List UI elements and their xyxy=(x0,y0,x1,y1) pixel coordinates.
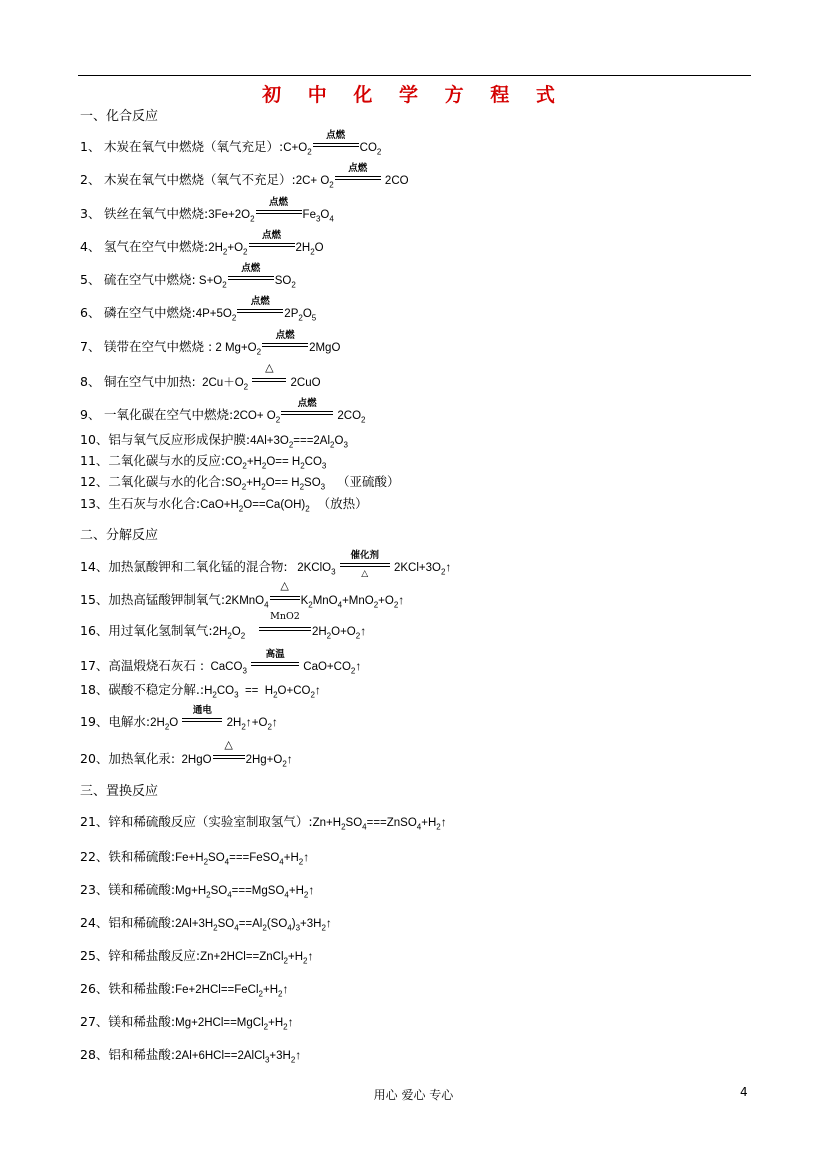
condition-arrow: 点燃 xyxy=(335,169,381,187)
item-description: 用过氧化氢制氧气: xyxy=(108,623,213,638)
condition-arrow: 点燃 xyxy=(228,269,274,287)
condition-arrow: MnO2 xyxy=(259,620,311,638)
item-number: 12、 xyxy=(80,474,109,489)
item-number: 14、 xyxy=(80,559,109,574)
equation: $H_2CO_3$ == $H_2O+CO_2↑$ xyxy=(204,683,321,700)
item-description: 加热氧化汞: xyxy=(108,751,176,766)
item-number: 4、 xyxy=(80,239,101,254)
equation: $Mg+H_2SO_4===MgSO_4+H_2↑$ xyxy=(175,883,315,900)
equation: $2H_2O_2$ MnO2 $2H_2O+O_2↑$ xyxy=(212,611,367,641)
condition-arrow: 点燃 xyxy=(256,203,302,221)
item-description: 铁和稀硫酸: xyxy=(108,849,176,864)
item-number: 6、 xyxy=(80,305,101,320)
item-number: 21、 xyxy=(80,814,109,829)
equation: $2H_2+O_2$ 点燃 $2H_2O$ xyxy=(208,230,324,257)
equation-line-9 xyxy=(80,398,366,425)
equation: $CaO+H_2O==Ca(OH)_2$ xyxy=(200,499,310,514)
equation: $Zn+2HCl==ZnCl_2+H_2↑$ xyxy=(200,949,314,966)
item-number: 19、 xyxy=(80,714,109,729)
equation-line-7 xyxy=(80,330,341,357)
equation: $2CO+ O_2$ 点燃 $2CO_2$ xyxy=(233,398,366,425)
header-rule xyxy=(78,75,751,76)
equation: 2KMnO$_4$ △ $K_2MnO_4+MnO_2+O_2↑$ xyxy=(225,580,405,610)
item-description: 铜在空气中加热: xyxy=(104,374,196,389)
equation: $Mg+2HCl==MgCl_2+H_2↑$ xyxy=(175,1015,294,1032)
item-number: 3、 xyxy=(80,206,101,221)
item-number: 11、 xyxy=(80,453,109,468)
item-description: 锌和稀盐酸反应: xyxy=(108,948,201,963)
equation-line-5 xyxy=(80,263,296,290)
item-description: 镁带在空气中燃烧 : xyxy=(104,339,213,354)
item-description: 锌和稀硫酸反应（实验室制取氢气）: xyxy=(108,814,313,829)
item-description: 铝和稀硫酸: xyxy=(108,915,176,930)
condition-arrow: 点燃 xyxy=(237,302,283,320)
condition-arrow: 催化剂 △ xyxy=(340,556,390,574)
equation: $S+O_2$ 点燃 $SO_2$ xyxy=(195,263,296,290)
equation-line-2 xyxy=(80,163,409,190)
equation-line-22 xyxy=(80,847,309,866)
item-number: 8、 xyxy=(80,374,101,389)
page-footer: 用心 爱心 专心 xyxy=(373,1088,454,1102)
item-description: 加热氯酸钾和二氧化锰的混合物: xyxy=(108,559,288,574)
item-number: 26、 xyxy=(80,981,109,996)
equation-line-23 xyxy=(80,880,314,899)
equation-line-10 xyxy=(80,430,348,449)
item-description: 生石灰与水化合: xyxy=(108,496,201,511)
equation-line-18 xyxy=(80,680,321,699)
equation-line-13 xyxy=(80,494,368,513)
item-description: 镁和稀盐酸: xyxy=(108,1014,176,1029)
item-note: （亚硫酸） xyxy=(337,474,400,489)
item-description: 铁和稀盐酸: xyxy=(108,981,176,996)
item-number: 9、 xyxy=(80,407,101,422)
equation-line-26 xyxy=(80,979,288,998)
item-number: 28、 xyxy=(80,1047,109,1062)
equation: 2HgO △ $2Hg+O_2↑$ xyxy=(175,739,293,769)
equation-line-15 xyxy=(80,580,405,610)
condition-arrow: 点燃 xyxy=(313,136,359,154)
item-description: 木炭在氧气中燃烧（氧气不充足）: xyxy=(104,172,296,187)
item-number: 1、 xyxy=(80,139,101,154)
equation: $CO_2+H_2O== H_2CO_3$ xyxy=(225,456,327,471)
section-heading-decomposition: 二、分解反应 xyxy=(80,528,159,543)
item-note: （放热） xyxy=(317,496,368,511)
item-description: 木炭在氧气中燃烧（氧气充足）: xyxy=(104,139,284,154)
equation-line-20 xyxy=(80,739,293,769)
equation: $2C+ O_2$ 点燃 2CO xyxy=(295,163,409,190)
equation: $2Cu+O_2$ △ 2CuO xyxy=(195,362,321,392)
item-number: 2、 xyxy=(80,172,101,187)
equation: $3Fe+2O_2$ 点燃 $Fe_3O_4$ xyxy=(208,197,334,224)
equation-line-17 xyxy=(80,649,362,676)
condition-arrow: 点燃 xyxy=(281,404,333,422)
item-number: 27、 xyxy=(80,1014,109,1029)
item-description: 氢气在空气中燃烧: xyxy=(104,239,209,254)
item-description: 铝和稀盐酸: xyxy=(108,1047,176,1062)
equation: $4P+5O_2$ 点燃 $2P_2O_5$ xyxy=(195,296,317,323)
equation: $2Al+3H_2SO_4==Al_2(SO_4)_3+3H_2↑$ xyxy=(175,916,332,933)
item-number: 25、 xyxy=(80,948,109,963)
equation-line-27 xyxy=(80,1012,294,1031)
item-number: 7、 xyxy=(80,339,101,354)
condition-arrow: △ xyxy=(213,748,245,766)
equation-line-14 xyxy=(80,550,452,578)
condition-arrow: 高温 xyxy=(251,655,299,673)
condition-arrow: △ xyxy=(252,371,286,389)
condition-arrow: 点燃 xyxy=(262,336,308,354)
equation-line-3 xyxy=(80,197,334,224)
item-number: 5、 xyxy=(80,272,101,287)
item-number: 16、 xyxy=(80,623,109,638)
equation: $SO_2+H_2O== H_2SO_3$ xyxy=(225,477,326,492)
item-number: 15、 xyxy=(80,592,109,607)
equation-line-28 xyxy=(80,1045,301,1064)
item-description: 镁和稀硫酸: xyxy=(108,882,176,897)
item-description: 电解水: xyxy=(108,714,151,729)
item-description: 铝与氧气反应形成保护膜: xyxy=(108,432,251,447)
item-description: 铁丝在氧气中燃烧: xyxy=(104,206,209,221)
item-number: 23、 xyxy=(80,882,109,897)
item-number: 24、 xyxy=(80,915,109,930)
condition-arrow: △ xyxy=(270,589,300,607)
equation: $Fe+2HCl==FeCl_2+H_2↑$ xyxy=(175,982,289,999)
equation: 2KClO$_3$ 催化剂 △ $2KCl+3O_2↑$ xyxy=(287,550,452,578)
equation-line-4 xyxy=(80,230,324,257)
equation: $2H_2O$ 通电 $2H_2↑+O_2↑$ xyxy=(150,705,278,732)
equation: $Fe+H_2SO_4===FeSO_4+H_2↑$ xyxy=(175,850,310,867)
equation: 2 $Mg+O_2$ 点燃 2MgO xyxy=(212,330,341,357)
equation: $4Al+3O_2===2Al_2O_3$ xyxy=(250,435,348,450)
item-description: 二氧化碳与水的反应: xyxy=(108,453,226,468)
item-description: 一氧化碳在空气中燃烧: xyxy=(104,407,234,422)
equation-line-1 xyxy=(80,130,382,157)
equation-line-24 xyxy=(80,913,332,932)
item-description: 硫在空气中燃烧: xyxy=(104,272,196,287)
item-description: 高温煅烧石灰石 : xyxy=(108,658,205,673)
equation-line-6 xyxy=(80,296,317,323)
equation: $2Al+6HCl==2AlCl_3+3H_2↑$ xyxy=(175,1048,302,1065)
section-heading-combination: 一、化合反应 xyxy=(80,109,159,124)
condition-arrow: 通电 xyxy=(182,711,222,729)
item-description: 二氧化碳与水的化合: xyxy=(108,474,226,489)
equation-line-16 xyxy=(80,611,367,641)
item-number: 20、 xyxy=(80,751,109,766)
item-number: 22、 xyxy=(80,849,109,864)
item-description: 加热高锰酸钾制氧气: xyxy=(108,592,226,607)
equation-line-12 xyxy=(80,472,400,491)
item-description: 磷在空气中燃烧: xyxy=(104,305,196,320)
equation-line-8 xyxy=(80,362,321,392)
equation: $C+O_2$ 点燃 $CO_2$ xyxy=(283,130,382,157)
page-title: 初 中 化 学 方 程 式 xyxy=(262,84,565,106)
item-number: 17、 xyxy=(80,658,109,673)
section-heading-displacement: 三、置换反应 xyxy=(80,784,159,799)
page-number: 4 xyxy=(740,1085,748,1099)
item-number: 18、 xyxy=(80,682,109,697)
equation-line-11 xyxy=(80,451,326,470)
item-description: 碳酸不稳定分解.: xyxy=(108,682,205,697)
equation-line-25 xyxy=(80,946,313,965)
item-number: 13、 xyxy=(80,496,109,511)
equation-line-21 xyxy=(80,812,447,831)
equation: $Zn+H_2SO_4===ZnSO_4+H_2↑$ xyxy=(312,815,447,832)
item-number: 10、 xyxy=(80,432,109,447)
equation: CaCO$_3$ 高温 $CaO+CO_2↑$ xyxy=(204,649,362,676)
condition-arrow: 点燃 xyxy=(249,236,295,254)
equation-line-19 xyxy=(80,705,278,732)
